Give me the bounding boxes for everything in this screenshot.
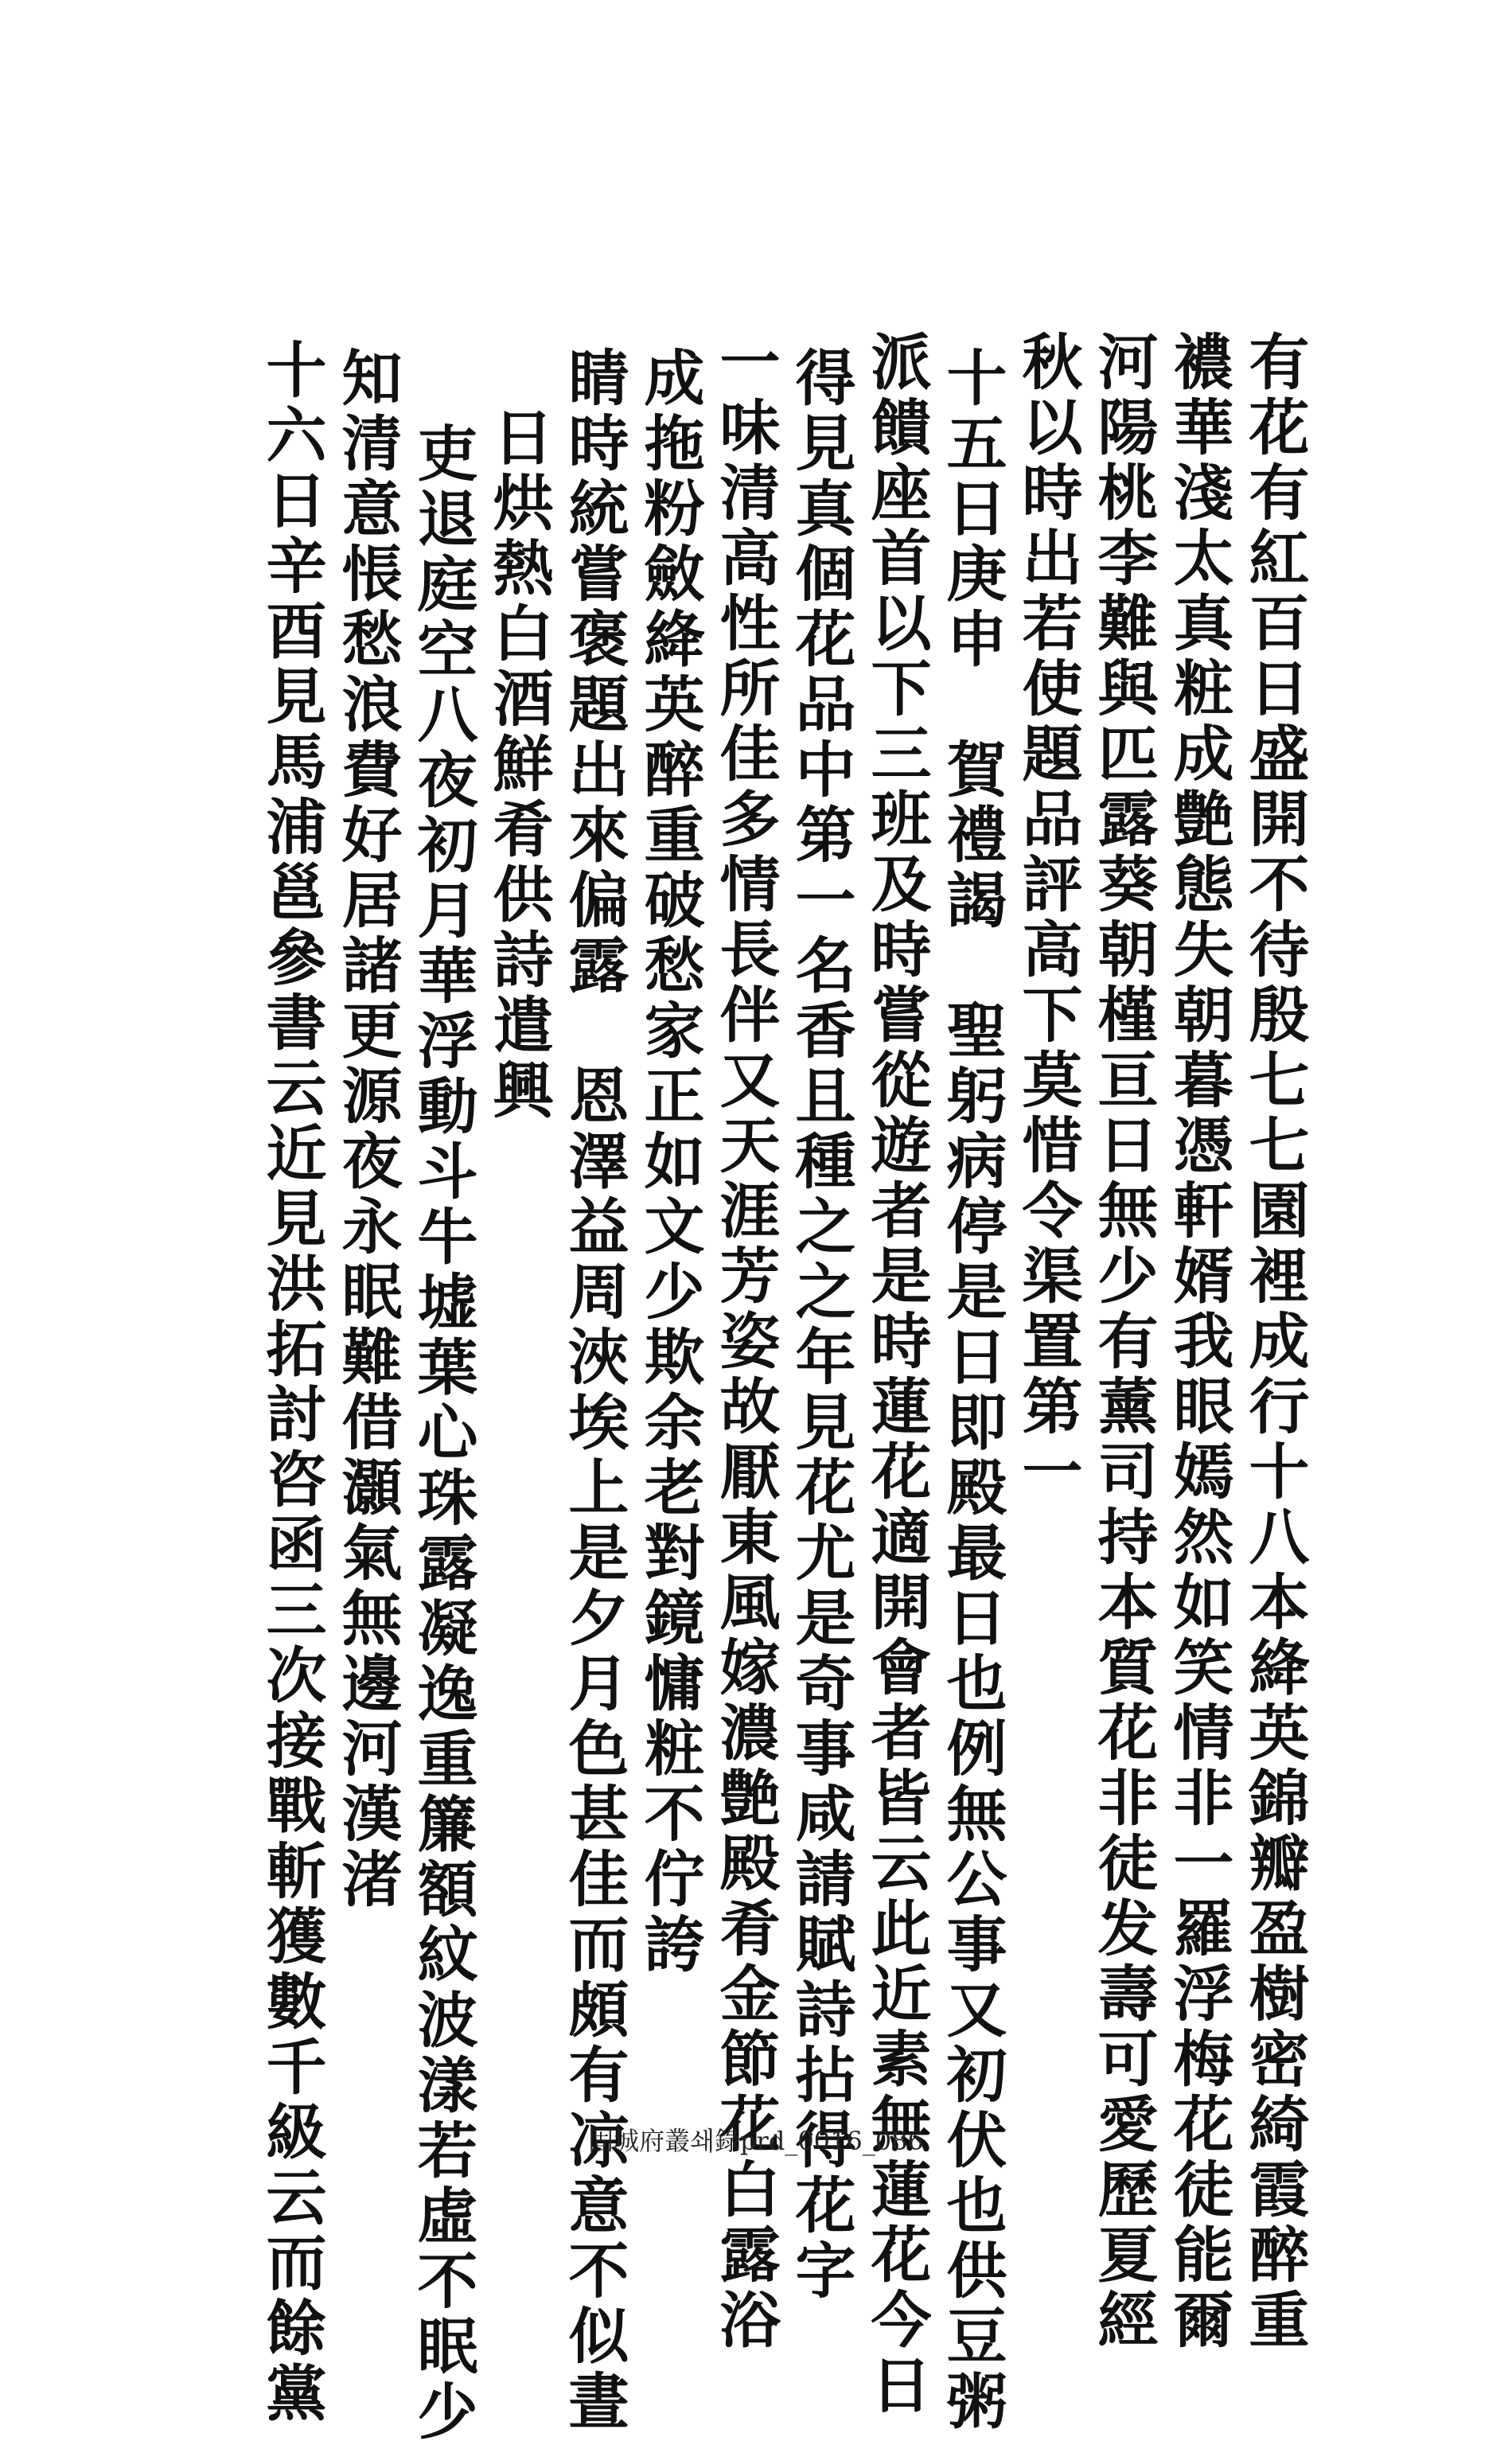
text-column: 一味清高性所佳多情長伴又天涯芳姿故厭東風嫁濃艶殿肴金節花白露浴	[710, 330, 781, 2353]
text-column: 派饋座首以下三班及時嘗從遊者是時蓮花適開會者皆云此近素無蓮花今日	[861, 330, 932, 2419]
text-column: 十五日庚申 賀禮謁 聖躬病停是日即殿最日也例無公事又初伏也供豆粥	[937, 346, 1007, 2435]
text-column: 吏退庭空八夜初月華浮動斗牛墟葉心珠露凝逸重簾額紋波漾若虛不眠少	[407, 422, 478, 2445]
text-column: 日烘熱白酒鮮肴供詩遣興	[483, 406, 554, 1124]
text-column: 睛時統嘗褒題出來偏露 恩澤益周浹埃上是夕月色甚佳而頗有凉意不似晝	[559, 346, 629, 2435]
text-column: 知清意悵愁浪費好居諸更源夜永眠難借灝氣無邊河漢渚	[332, 346, 403, 1913]
text-column: 成拖粉斂絳英醉重破愁家正如文少欺余老對鏡慵粧不佇誇	[634, 346, 705, 1978]
text-column: 十六日辛酉見馬浦邕參書云近見洪拓討咨函三次接戰斬獲數千級云而餘黨	[256, 338, 327, 2427]
text-column: 河陽桃李難與匹露葵朝槿亘日無少有薰司持本質花非徒发壽可愛歷夏經	[1088, 330, 1159, 2353]
text-column: 秋以時出若使題品評高下莫惜令渠置第一	[1012, 330, 1083, 1505]
text-column: 得見真個花品中第一名香且種之之年見花尤是奇事咸請賦詩拈得花字	[785, 346, 856, 2304]
text-column: 有花有紅百日盛開不待殷七七園裡成行十八本絳英錦瓣盈樹密綺霞醉重	[1239, 330, 1310, 2353]
text-column: 襛華淺太真粧成艶態失朝暮憑軒婿我眼嫣然如笑情非一羅浮梅花徒能爾	[1163, 330, 1234, 2353]
page-caption: 固城府叢쇄錄prd_0016_086	[588, 2126, 924, 2156]
